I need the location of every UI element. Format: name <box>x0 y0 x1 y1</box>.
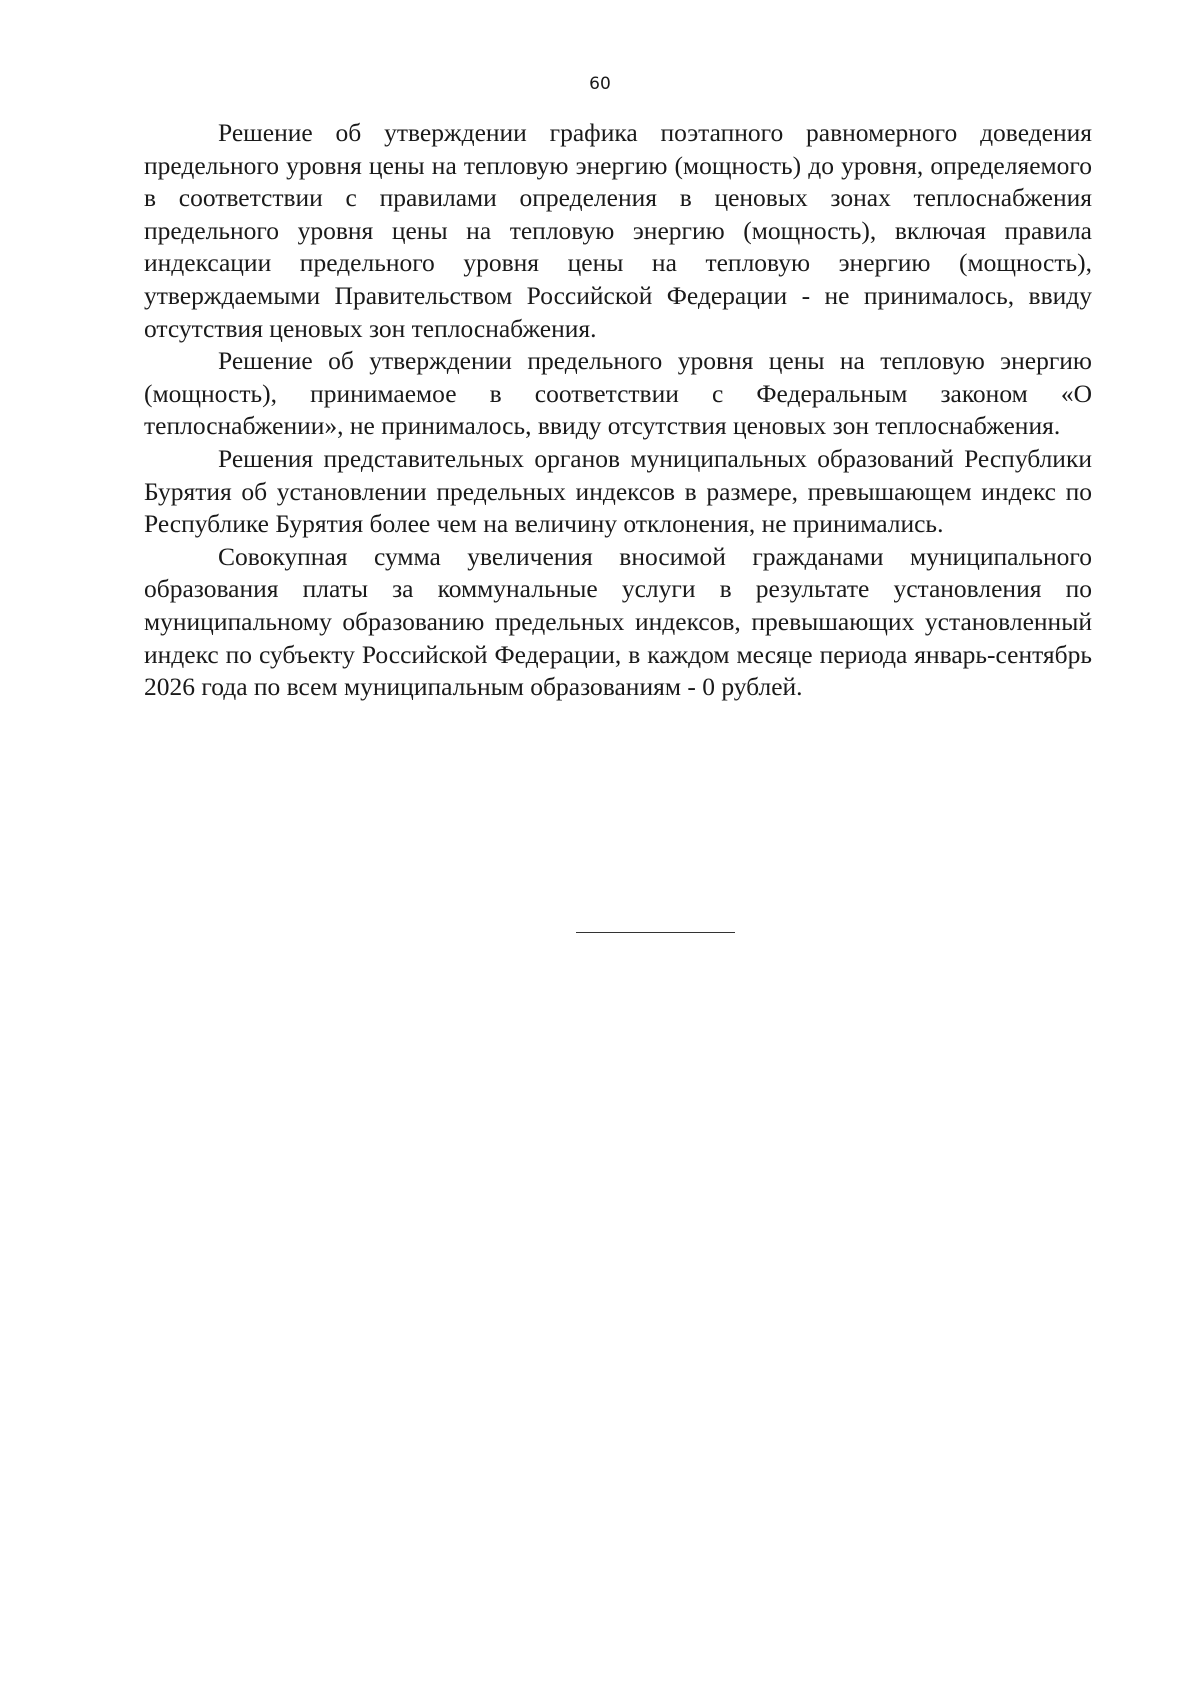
paragraph-heat-price-schedule: Решение об утверждении графика поэтапного равномерного доведения предельного уровня цены на тепловую энергию (мощность) до уровня, определяемого в соответствии с правилами определения в ценовых зонах теплоснабжения предельного уровня цены на тепловую энергию (мощность), включая правила индексации предельного уровня цены на тепловую энергию (мощность), утверждаемыми Правительством Российской Федерации - не принималось, ввиду отсутствия ценовых зон теплоснабжения. <box>144 118 1092 343</box>
paragraph-total-increase: Совокупная сумма увеличения вносимой гражданами муниципального образования платы за коммунальные услуги в результате установления по муниципальному образованию предельных индексов, превышающих установленный индекс по субъекту Российской Федерации, в каждом месяце периода январь-сентябрь 2026 года по всем муниципальным образованиям - 0 рублей. <box>144 541 1092 702</box>
paragraph-heat-price-limit: Решение об утверждении предельного уровня цены на тепловую энергию (мощность), принимаемое в соответствии с Федеральным законом «О теплоснабжении», не принималось, ввиду отсутствия ценовых зон теплоснабжения. <box>144 346 1092 441</box>
document-body <box>144 117 1092 704</box>
end-of-text-divider <box>576 932 735 933</box>
page-number: 60 <box>589 74 611 94</box>
paragraph-municipal-decisions: Решения представительных органов муниципальных образований Республики Бурятия об установлении предельных индексов в размере, превышающем индекс по Республике Бурятия более чем на величину отклонения, не принимались. <box>144 443 1092 539</box>
